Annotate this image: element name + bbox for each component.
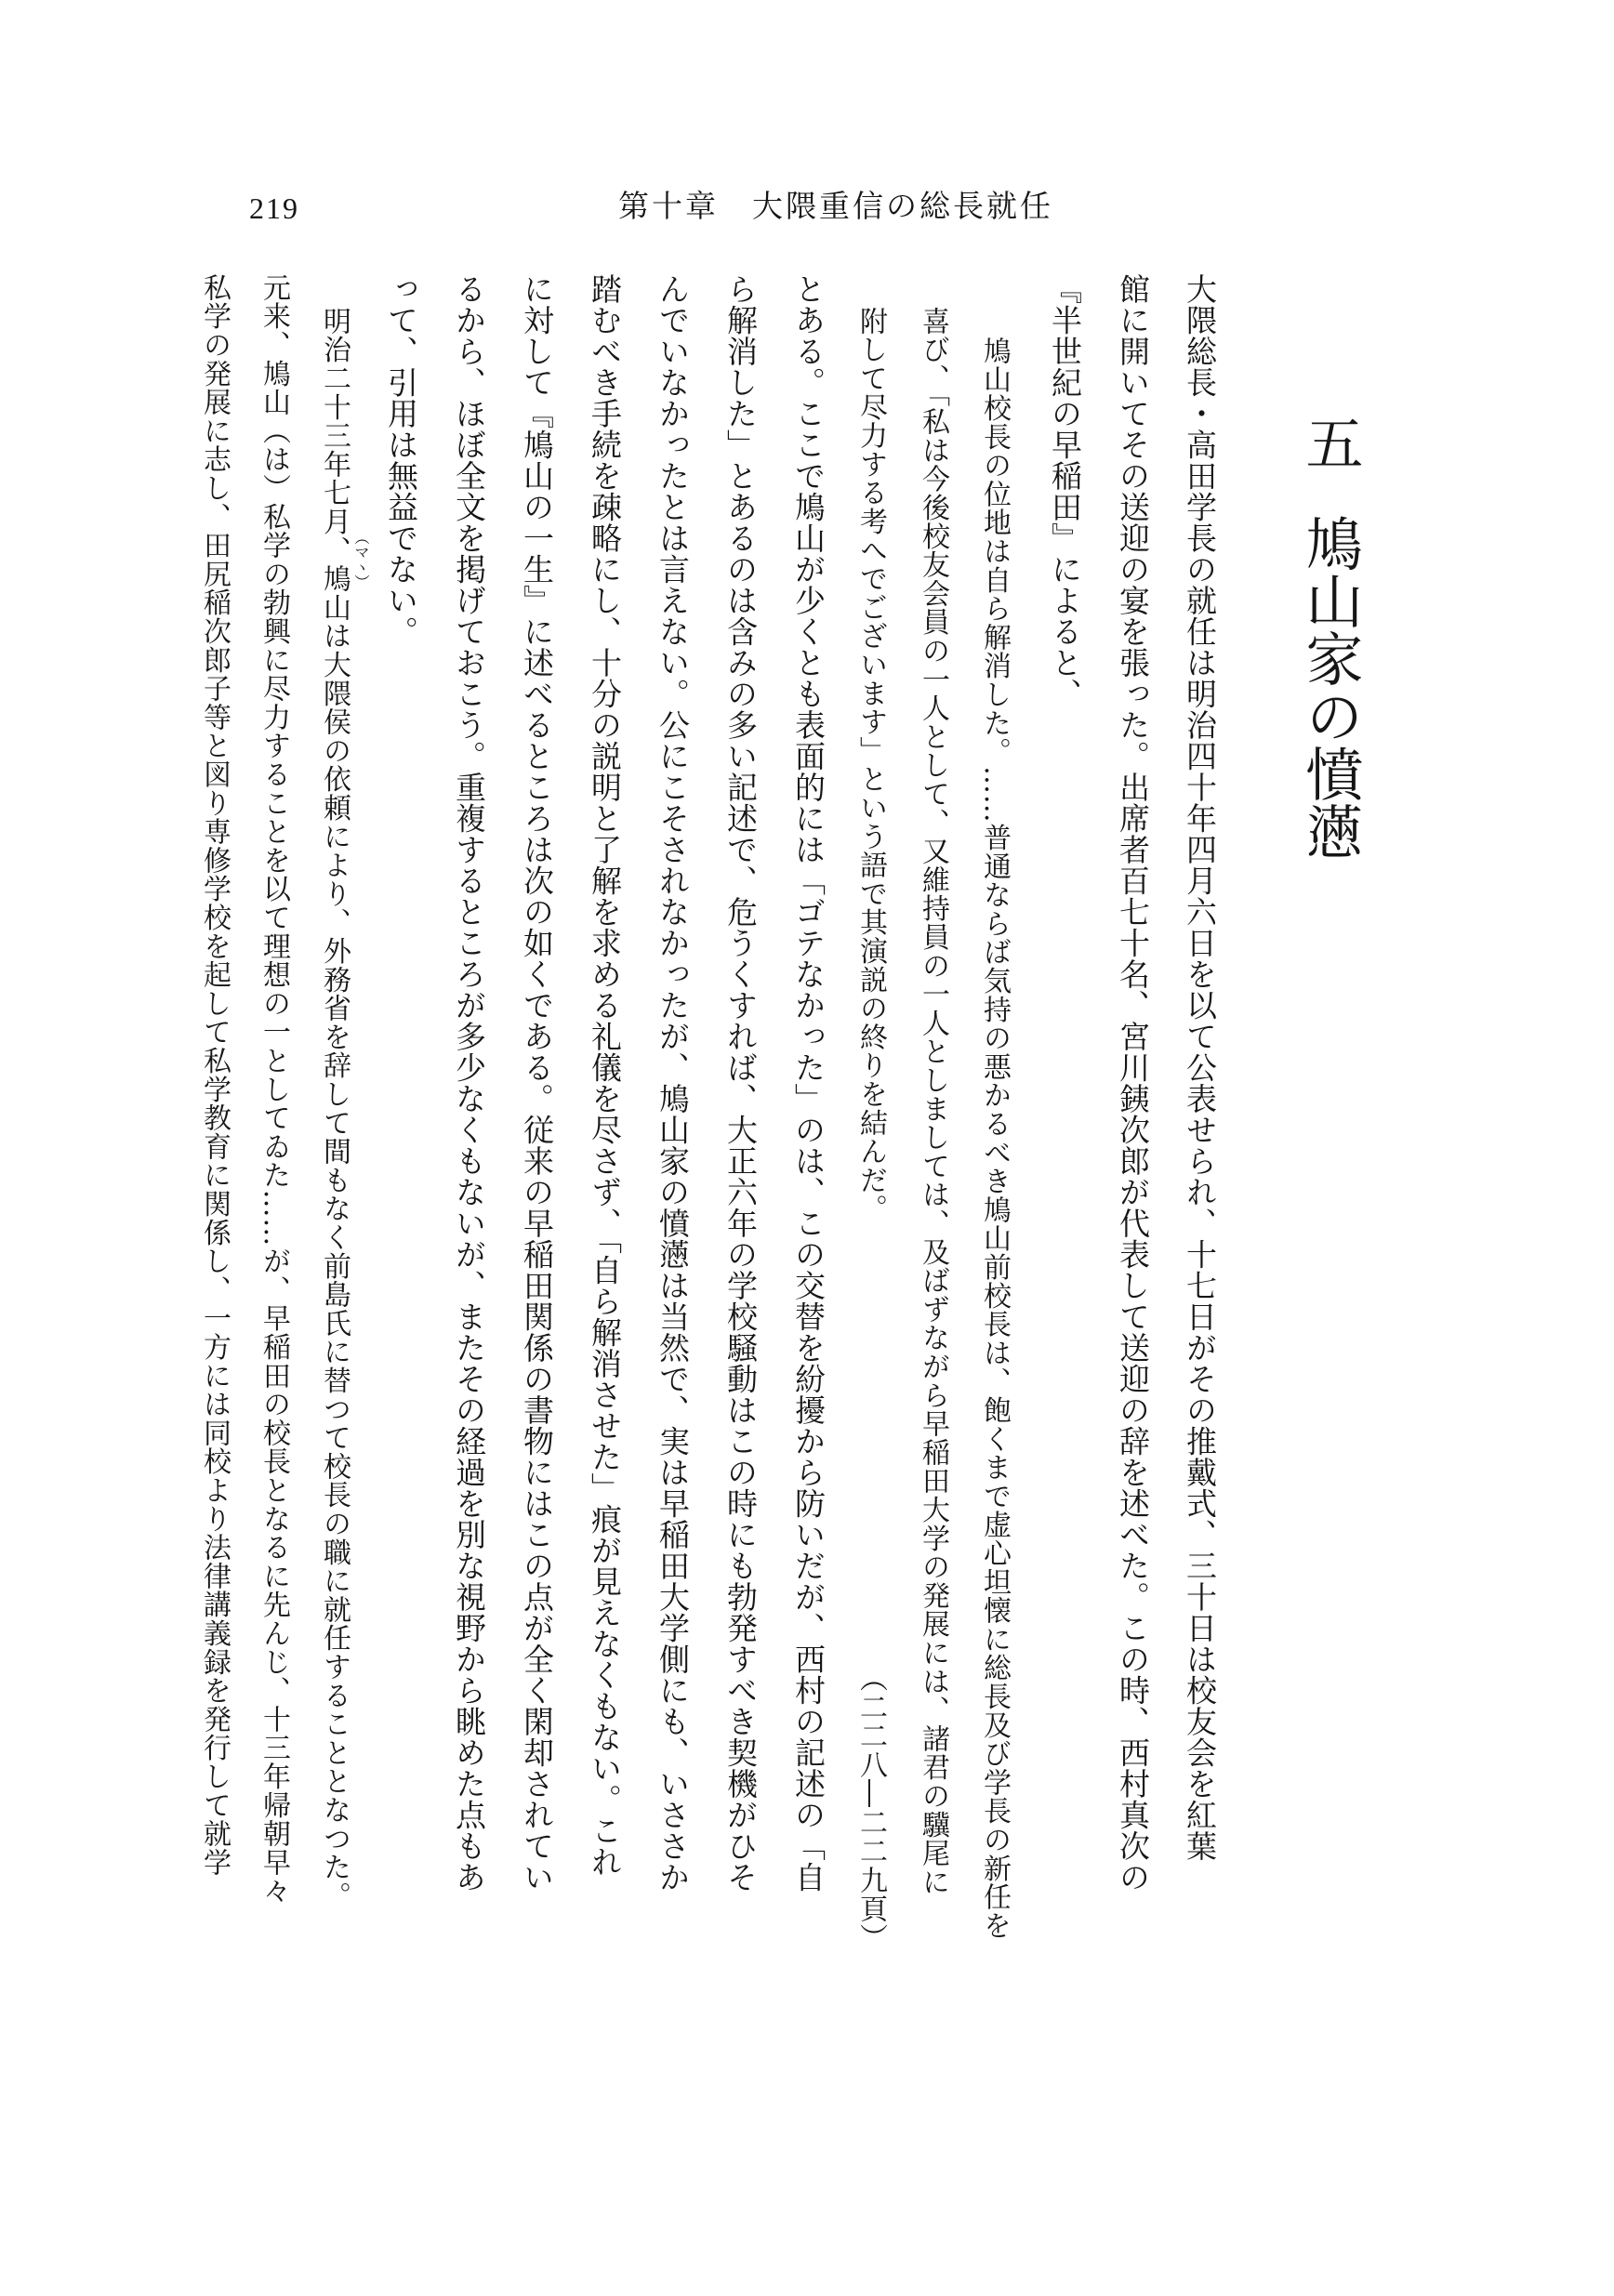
quote-line: 私学の発展に志し、田尻稲次郎子等と図り専修学校を起して私学教育に関係し、一方には同校より法律講義録を発行して就学 [198, 273, 231, 1877]
body-line: るから、ほぼ全文を掲げておこう。重複するところが多少なくもないが、またその経過を別な視野から眺めた点もあ [451, 273, 487, 1893]
quote-line: 喜び、「私は今後校友会員の一人として、又維持員の一人としましては、及ばずながら早稲田大学の発展には、諸君の驥尾に [917, 307, 949, 1896]
body-line: んでいなかったとは言えない。公にこそされなかったが、鳩山家の憤懣は当然で、実は早稲田大学側にも、いささか [655, 273, 691, 1893]
citation: （二二八―二二九頁） [854, 1664, 887, 1952]
body-line: 踏むべき手続を疎略にし、十分の説明と了解を求める礼儀を尽さず、「自ら解消させた」痕が見えなくもない。これ [587, 273, 623, 1878]
body-line: に対して『鳩山の一生』に述べるところは次の如くである。従来の早稲田関係の書物にはこの点が全く閑却されてい [519, 273, 555, 1893]
body-line: 大隈総長・高田学長の就任は明治四十年四月六日を以て公表せられ、十七日がその推戴式、三十日は校友会を紅葉 [1182, 273, 1218, 1862]
section-number: 五 [1296, 414, 1364, 471]
quote-line: 附して尽力する考へでございます」という語で其演説の終りを結んだ。 [854, 307, 887, 1223]
body-line: とある。ここで鳩山が少くとも表面的には「ゴテなかった」のは、この交替を紛擾から防いだが、西村の記述の「自 [790, 273, 827, 1893]
quote-line: 明治二十三年七月、鳩山は大隈侯の依頼により、外務省を辞して間もなく前島氏に替つて校長の職に就任することとなつた。 [318, 307, 351, 1910]
body-line: ら解消した」とあるのは含みの多い記述で、危うくすれば、大正六年の学校騒動はこの時にも勃発すべき契機がひそ [722, 273, 759, 1893]
running-head: 第十章 大隈重信の総長就任 [618, 188, 1053, 224]
body-line: 館に開いてその送迎の宴を張った。出席者百七十名、宮川銕次郎が代表して送迎の辞を述べた。この時、西村真次の [1115, 273, 1151, 1893]
page-number: 219 [249, 191, 299, 225]
quote-line: 元来、鳩山（は）私学の勃興に尽力することを以て理想の一としてゐた……が、早稲田の校長となるに先んじ、十三年帰朝早々 [258, 273, 290, 1906]
body-line: って、引用は無益でない。 [383, 273, 419, 647]
ruby-annotation: （マヽ） [352, 530, 370, 589]
section-title-text: 鳩山家の憤懣 [1296, 514, 1364, 860]
quote-line: 鳩山校長の位地は自ら解消した。……普通ならば気持の悪かるべき鳩山前校長は、飽くまで虚心坦懐に総長及び学長の新任を [978, 336, 1011, 1940]
body-line: 『半世紀の早稲田』によると、 [1047, 273, 1083, 709]
section-heading [1297, 414, 1362, 869]
